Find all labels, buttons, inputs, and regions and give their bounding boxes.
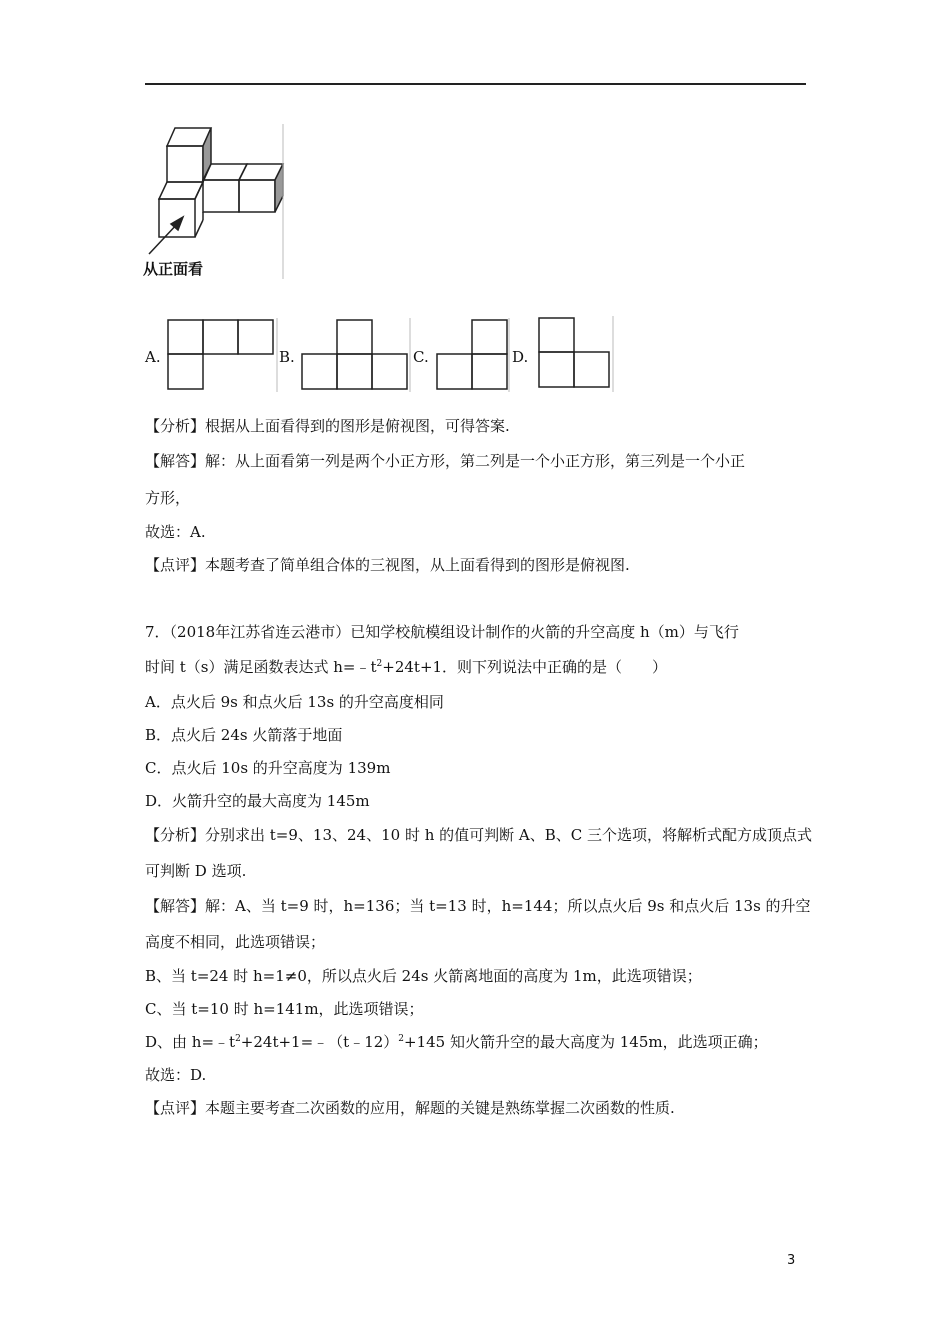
q7-option-d: D．火箭升空的最大高度为 145m	[145, 792, 370, 810]
q6-solution-line2: 方形，	[145, 489, 191, 507]
q7-analysis-line1: 【分析】分别求出 t=9、13、24、10 时 h 的值可判断 A、B、C 三个选项，将解析式配方成顶点式	[145, 826, 813, 844]
cube-figure	[143, 124, 285, 280]
q7-analysis-line2: 可判断 D 选项.	[145, 862, 247, 880]
q7-solution-line5: D、由 $h=﹣t^2+24t+1=﹣(t﹣12)^2+145$ 知火箭升空的最大高度为 145m，此选项正确；	[145, 1033, 768, 1051]
q7-solution-line3: B、当 t=24 时 h=1≠0，所以点火后 24s 火箭离地面的高度为 1m，此选项错误；	[145, 967, 702, 985]
q7-option-c: C．点火后 10s 的升空高度为 139m	[145, 759, 391, 777]
option-d-figure	[537, 316, 615, 392]
q7-option-b: B．点火后 24s 火箭落于地面	[145, 726, 343, 744]
q7-stem-line2: 时间 t（s）满足函数表达式 $h=﹣t^2+24t+1$．则下列说法中正确的是（ ）	[145, 658, 668, 676]
q6-analysis: 【分析】根据从上面看得到的图形是俯视图，可得答案.	[145, 417, 510, 435]
page-number: 3	[787, 1253, 796, 1268]
q7-solution-line2: 高度不相同，此选项错误；	[145, 933, 326, 951]
header-rule	[145, 83, 806, 85]
q6-solution-line1: 【解答】解：从上面看第一列是两个小正方形，第二列是一个小正方形，第三列是一个小正	[145, 452, 746, 470]
q7-answer: 故选：D.	[145, 1066, 207, 1084]
q6-answer: 故选：A.	[145, 523, 206, 541]
q7-solution-line1: 【解答】解：A、当 t=9 时，h=136；当 t=13 时，h=144；所以点火后 9s 和点火后 13s 的升空	[145, 897, 811, 915]
option-d-label: D.	[512, 348, 529, 366]
option-b-figure	[300, 318, 412, 392]
q7-comment: 【点评】本题主要考查二次函数的应用，解题的关键是熟练掌握二次函数的性质.	[145, 1099, 675, 1117]
figure-caption: 从正面看	[143, 260, 204, 278]
option-a-figure	[166, 318, 278, 392]
q7-solution-line4: C、当 t=10 时 h=141m，此选项错误；	[145, 1000, 424, 1018]
option-a-label: A.	[145, 348, 161, 366]
option-c-figure	[435, 318, 511, 392]
q7-stem-line1: 7．（2018年江苏省连云港市）已知学校航模组设计制作的火箭的升空高度 h（m）与飞行	[145, 623, 739, 641]
q6-comment: 【点评】本题考查了简单组合体的三视图，从上面看得到的图形是俯视图.	[145, 556, 630, 574]
option-c-label: C.	[413, 348, 429, 366]
q7-option-a: A．点火后 9s 和点火后 13s 的升空高度相同	[145, 693, 444, 711]
option-b-label: B.	[279, 348, 295, 366]
